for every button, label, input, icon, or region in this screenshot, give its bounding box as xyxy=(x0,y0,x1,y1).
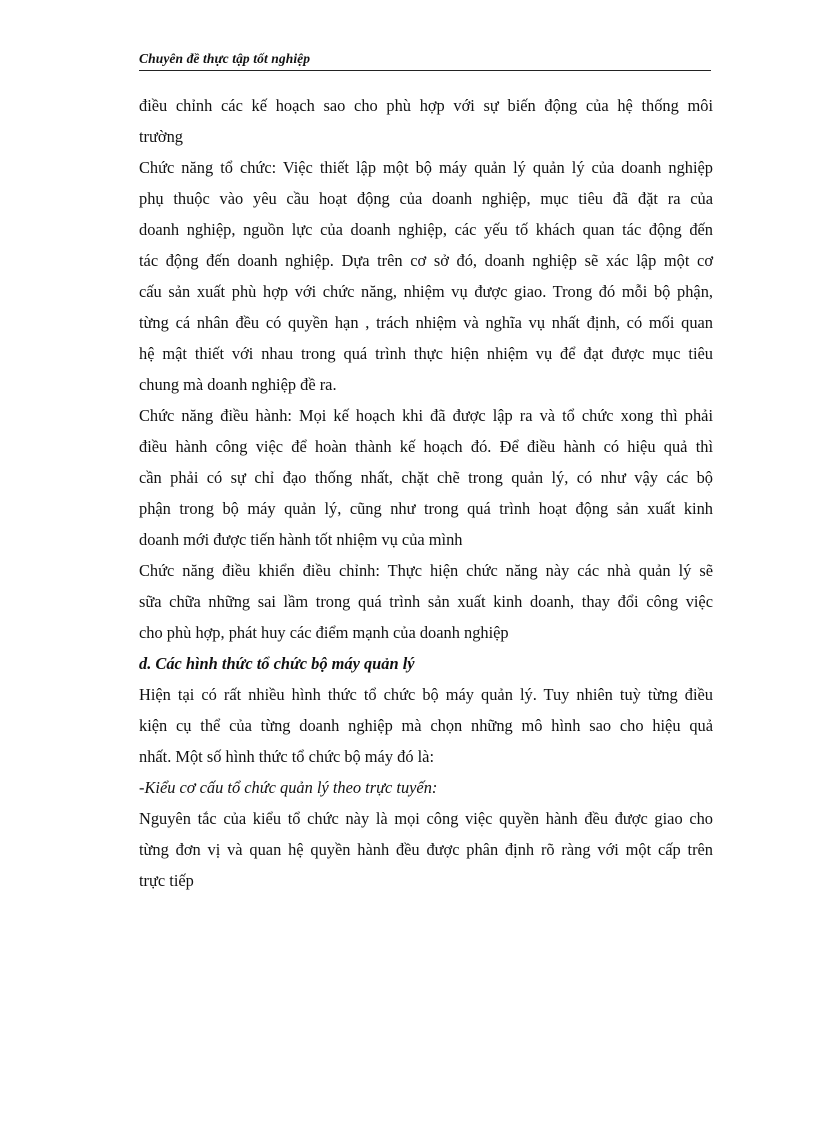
text-line: doanh nghiệp, nguồn lực của doanh nghiệp, các yếu tố khách quan tác động đến xyxy=(139,220,713,239)
text-line: điều hành công việc để hoàn thành kế hoạch đó. Để điều hành có hiệu quả thì xyxy=(139,437,713,456)
text-line: hệ mật thiết với nhau trong quá trình thực hiện nhiệm vụ để đạt được mục tiêu xyxy=(139,344,713,363)
section-heading: d. Các hình thức tổ chức bộ máy quản lý xyxy=(139,654,415,673)
text-line: nhất. Một số hình thức tổ chức bộ máy đó là: xyxy=(139,747,434,766)
text-line: điều chỉnh các kế hoạch sao cho phù hợp với sự biến động của hệ thống môi xyxy=(139,96,713,115)
text-line: Chức năng tổ chức: Việc thiết lập một bộ máy quản lý quản lý của doanh nghiệp xyxy=(139,158,713,177)
text-line: tác động đến doanh nghiệp. Dựa trên cơ sở đó, doanh nghiệp sẽ xác lập một cơ xyxy=(139,251,713,270)
text-line: cấu sản xuất phù hợp với chức năng, nhiệm vụ được giao. Trong đó mỗi bộ phận, xyxy=(139,282,713,301)
text-line: kiện cụ thể của từng doanh nghiệp mà chọn những mô hình sao cho hiệu quả xyxy=(139,716,713,735)
text-line: sữa chữa những sai lầm trong quá trình sản xuất kinh doanh, thay đổi công việc xyxy=(139,592,713,611)
text-line: phận trong bộ máy quản lý, cũng như trong quá trình hoạt động sản xuất kinh xyxy=(139,499,713,518)
text-line: cần phải có sự chỉ đạo thống nhất, chặt chẽ trong quản lý, có như vậy các bộ xyxy=(139,468,713,487)
document-body xyxy=(139,90,713,896)
text-line: Chức năng điều hành: Mọi kế hoạch khi đã được lập ra và tổ chức xong thì phải xyxy=(139,406,713,425)
header-title: Chuyên đề thực tập tốt nghiệp xyxy=(139,51,311,66)
text-line: doanh mới được tiến hành tốt nhiệm vụ của mình xyxy=(139,530,463,549)
text-line: chung mà doanh nghiệp đề ra. xyxy=(139,375,337,394)
text-line: phụ thuộc vào yêu cầu hoạt động của doanh nghiệp, mục tiêu đã đặt ra của xyxy=(139,189,713,208)
text-line: từng cá nhân đều có quyền hạn , trách nhiệm và nghĩa vụ nhất định, có mối quan xyxy=(139,313,713,332)
text-line: Chức năng điều khiển điều chỉnh: Thực hiện chức năng này các nhà quản lý sẽ xyxy=(139,561,713,580)
page-header xyxy=(139,50,711,71)
text-line: cho phù hợp, phát huy các điểm mạnh của doanh nghiệp xyxy=(139,623,509,642)
text-line: Hiện tại có rất nhiều hình thức tổ chức bộ máy quản lý. Tuy nhiên tuỳ từng điều xyxy=(139,685,713,704)
subsection-heading: -Kiểu cơ cấu tổ chức quản lý theo trực tuyến: xyxy=(139,778,438,797)
text-line: Nguyên tắc của kiểu tổ chức này là mọi công việc quyền hành đều được giao cho xyxy=(139,809,713,828)
text-line: trực tiếp xyxy=(139,871,194,890)
text-line: trường xyxy=(139,127,183,146)
text-line: từng đơn vị và quan hệ quyền hành đều được phân định rõ ràng với một cấp trên xyxy=(139,840,713,859)
